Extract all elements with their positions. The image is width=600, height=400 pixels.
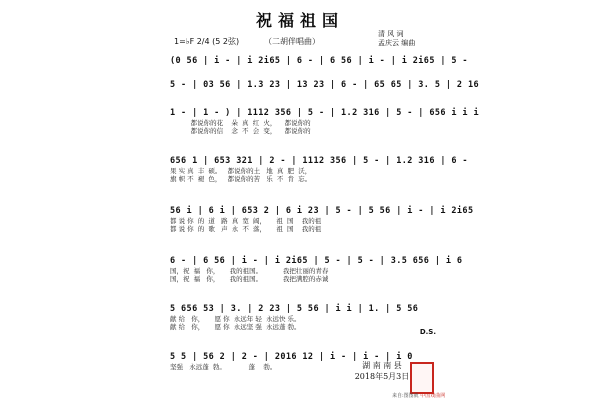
ds-marker: D.S. <box>419 328 436 336</box>
staff-system-4 <box>170 156 468 183</box>
notation-line: 56 i | 6 i | 653 2 | 6 i 23 | 5 - | 5 56 | i - | i 2i65 <box>170 206 474 216</box>
lyric-line-1: 都 说 你 的 道 路 真 宽 阔， 祖 国 我的祖 <box>170 217 322 225</box>
staff-system-3 <box>170 108 479 135</box>
song-title: 祝福祖国 <box>255 11 344 30</box>
lyric-line-1: 都说你的花 朵 真 红 火， 都说你的 <box>170 119 311 127</box>
lyricist-credit: 清 风 词 <box>378 30 404 38</box>
key-signature: 1=♭F 2/4 (5 2弦) <box>174 37 240 46</box>
lyric-line-2: 国，祝 福 你， 我的祖国。 我把满腔的赤诚 <box>170 275 329 283</box>
lyric-line-2: 都说你的信 念 不 会 变， 都说你的 <box>170 127 311 135</box>
signature-date: 2018年5月3日 <box>354 372 410 381</box>
lyric-line-1: 国，祝 福 你， 我的祖国。 我把壮丽的青春 <box>170 267 329 275</box>
score-sheet <box>160 0 479 400</box>
notation-line: 1 - | 1 - ) | 1112 356 | 5 - | 1.2 316 | 5 - | 656 i i i <box>170 108 479 118</box>
staff-system-5 <box>170 206 474 233</box>
seal-mark <box>410 362 434 394</box>
footer-left: 来自:图图就 <box>392 393 419 399</box>
notation-line: 5 - | 03 56 | 1.3 23 | 13 23 | 6 - | 65 65 | 3. 5 | 2 16 <box>170 80 479 90</box>
staff-system-6 <box>170 256 463 283</box>
notation-line: 5 5 | 56 2 | 2 - | 2016 12 | i - | i - | i 0 <box>170 352 413 362</box>
lyric-line-1: 坚强 永远蓬 勃。 蓬 勃。 <box>170 363 277 371</box>
image-footer <box>392 392 445 399</box>
notation-line: 6 - | 6 56 | i - | i 2i65 | 5 - | 5 - | 3.5 656 | i 6 <box>170 256 463 266</box>
lyric-line-1: 果 实 真 丰 硕。 都说你的土 地 真 肥 沃， <box>170 167 312 175</box>
notation-line: (0 56 | i - | i 2i65 | 6 - | 6 56 | i - | i 2i65 | 5 - <box>170 56 468 66</box>
signature-text <box>352 360 412 382</box>
song-subtitle: （二胡伴唱曲） <box>264 37 320 46</box>
credits <box>378 30 415 48</box>
lyric-line-2: 献 给 你， 愿 你 永远坚 强 永远蓬 勃。 <box>170 323 301 331</box>
notation-line: 656 1 | 653 321 | 2 - | 1112 356 | 5 - | 1.2 316 | 6 - <box>170 156 468 166</box>
composer-credit: 孟庆云 编曲 <box>378 39 416 47</box>
lyric-line-2: 旗 帜 不 褪 色， 都说你的苦 乐 不 肯 忘。 <box>170 175 312 183</box>
staff-system-2 <box>170 80 479 91</box>
signature-place: 湖 南 南 县 <box>362 361 402 370</box>
lyric-line-2: 都 说 你 的 歌 声 永 不 落， 祖 国 我的祖 <box>170 225 322 233</box>
lyric-line-1: 献 给 你， 愿 你 永远年 轻 永远快 乐。 <box>170 315 301 323</box>
staff-system-1 <box>170 56 468 67</box>
notation-line: 5 656 53 | 3. | 2 23 | 5 56 | i i | 1. | 5 56 <box>170 304 419 314</box>
staff-system-7 <box>170 304 436 336</box>
footer-right: 中国戏曲网 <box>420 393 446 399</box>
